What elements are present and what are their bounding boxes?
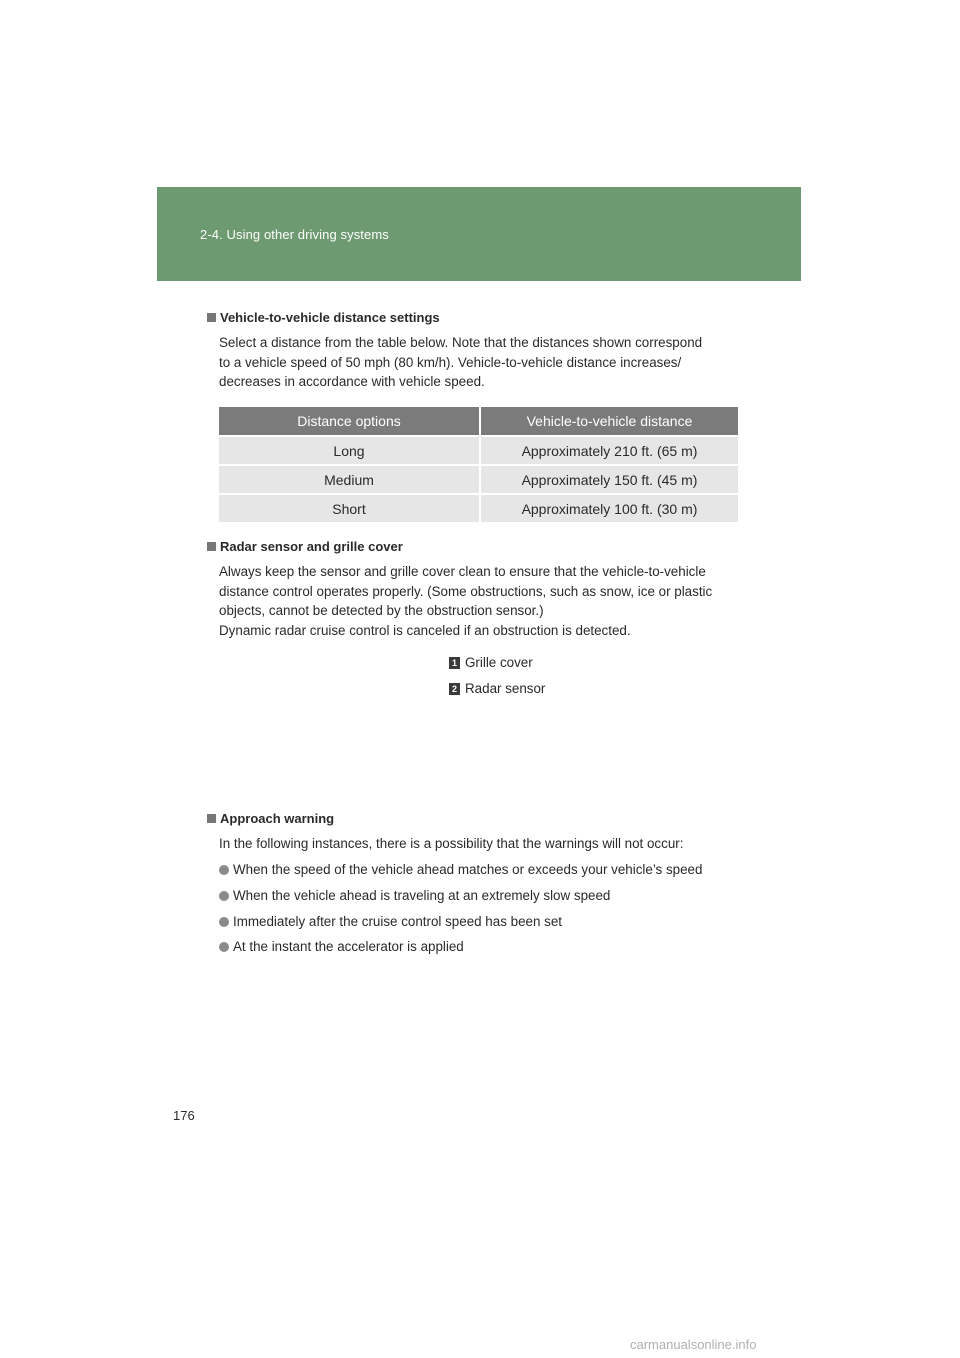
list-item-text: When the speed of the vehicle ahead matches or exceeds your vehicle’s speed <box>233 862 703 877</box>
watermark[interactable]: carmanualsonline.info <box>630 1337 757 1352</box>
list-item <box>219 914 562 929</box>
table-row <box>219 437 738 464</box>
table-cell: Approximately 210 ft. (65 m) <box>479 437 738 464</box>
radar-heading <box>207 539 403 554</box>
square-bullet-icon <box>207 313 216 322</box>
paragraph-line: Dynamic radar cruise control is canceled if an obstruction is detected. <box>219 622 631 638</box>
legend-item-grille-cover <box>449 655 533 670</box>
approach-warning-heading <box>207 811 334 826</box>
list-item-text: When the vehicle ahead is traveling at an extremely slow speed <box>233 888 611 903</box>
table-row <box>219 495 738 522</box>
page-number: 176 <box>173 1108 195 1123</box>
table-cell: Approximately 100 ft. (30 m) <box>479 495 738 522</box>
paragraph-line: objects, cannot be detected by the obstruction sensor.) <box>219 603 544 618</box>
callout-number-badge: 2 <box>449 683 460 695</box>
section-header-bar <box>157 187 801 281</box>
table-cell: Short <box>219 495 479 522</box>
list-item-text: At the instant the accelerator is applied <box>233 939 464 954</box>
section-breadcrumb: 2-4. Using other driving systems <box>200 227 389 242</box>
distance-settings-heading <box>207 310 440 325</box>
list-item <box>219 862 702 877</box>
legend-item-radar-sensor <box>449 681 545 696</box>
table-header-row <box>219 407 738 435</box>
distance-options-table <box>219 405 738 524</box>
distance-settings-title: Vehicle-to-vehicle distance settings <box>220 310 440 325</box>
round-bullet-icon <box>219 942 229 952</box>
list-item <box>219 939 464 954</box>
paragraph-line: In the following instances, there is a possibility that the warnings will not occur: <box>219 836 684 851</box>
square-bullet-icon <box>207 814 216 823</box>
table-header-cell: Distance options <box>219 407 479 435</box>
table-cell: Medium <box>219 466 479 493</box>
list-item <box>219 888 610 903</box>
square-bullet-icon <box>207 542 216 551</box>
radar-paragraph <box>219 562 735 640</box>
round-bullet-icon <box>219 917 229 927</box>
legend-label: Grille cover <box>465 655 533 670</box>
paragraph-line: to a vehicle speed of 50 mph (80 km/h). Vehicle-to-vehicle distance increases/ <box>219 354 682 370</box>
distance-settings-paragraph <box>219 333 735 392</box>
table-header-cell: Vehicle-to-vehicle distance <box>479 407 738 435</box>
list-item-text: Immediately after the cruise control speed has been set <box>233 914 562 929</box>
round-bullet-icon <box>219 865 229 875</box>
paragraph-line: decreases in accordance with vehicle speed. <box>219 374 485 389</box>
round-bullet-icon <box>219 891 229 901</box>
approach-warning-title: Approach warning <box>220 811 335 826</box>
table-cell: Long <box>219 437 479 464</box>
paragraph-line: distance control operates properly. (Some obstructions, such as snow, ice or plastic <box>219 583 713 599</box>
paragraph-line: Always keep the sensor and grille cover clean to ensure that the vehicle-to-vehicle <box>219 564 706 579</box>
callout-number-badge: 1 <box>449 657 460 669</box>
table-cell: Approximately 150 ft. (45 m) <box>479 466 738 493</box>
legend-label: Radar sensor <box>465 681 546 696</box>
radar-title: Radar sensor and grille cover <box>220 539 403 554</box>
table-row <box>219 466 738 493</box>
paragraph-line: Select a distance from the table below. Note that the distances shown correspond <box>219 335 703 350</box>
approach-intro <box>219 834 759 854</box>
